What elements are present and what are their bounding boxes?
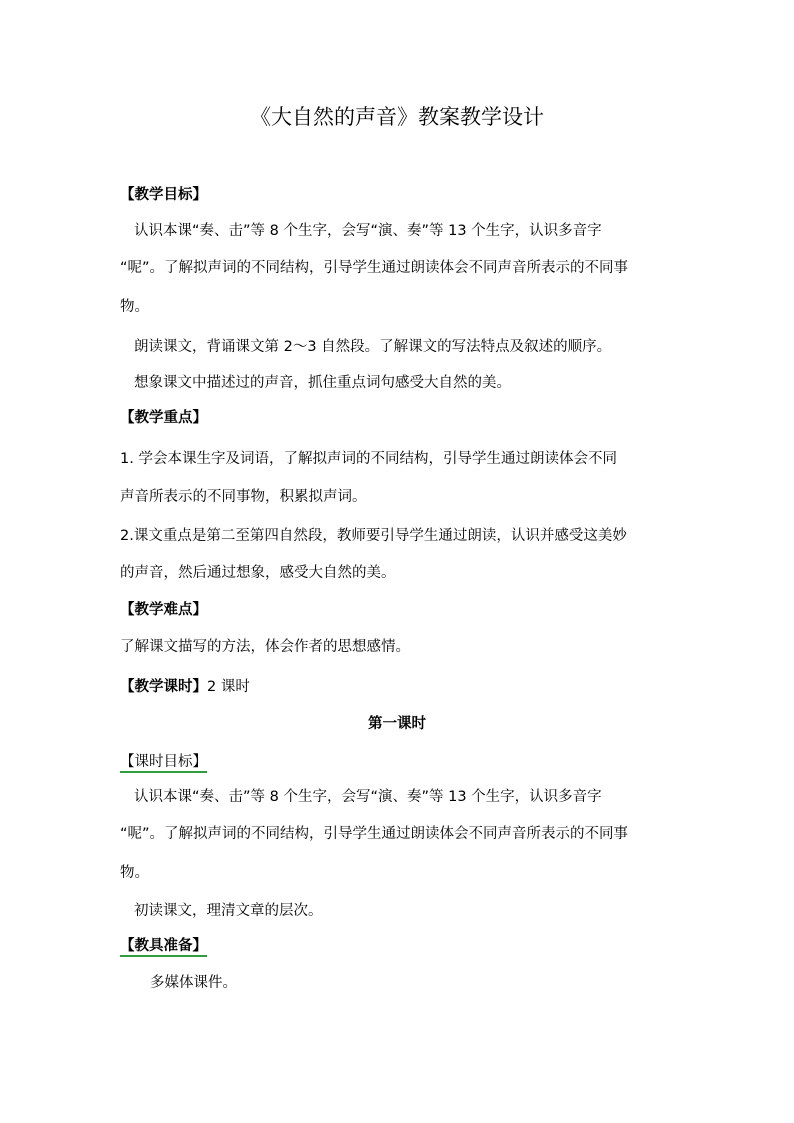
paragraph-line: 的声音，然后通过想象，感受大自然的美。	[120, 565, 396, 581]
lesson-title: 第一课时	[368, 716, 426, 732]
paragraph-line: 想象课文中描述过的声音，抓住重点词句感受大自然的美。	[134, 375, 511, 391]
section-heading-materials-row	[120, 936, 680, 956]
paragraph-line: 物。	[120, 865, 149, 881]
paragraph-line: 了解课文描写的方法，体会作者的思想感情。	[120, 639, 410, 655]
section-heading-materials: 【教具准备】	[120, 938, 207, 954]
paragraph-line: 初读课文，理清文章的层次。	[134, 903, 323, 919]
paragraph-line: 2.课文重点是第二至第四自然段，教师要引导学生通过朗读，认识并感受这美妙	[120, 528, 627, 544]
paragraph-line: “呢”。了解拟声词的不同结构，引导学生通过朗读体会不同声音所表示的不同事	[120, 826, 629, 842]
paragraph-line: 多媒体课件。	[150, 975, 237, 991]
paragraph-line: 声音所表示的不同事物，积累拟声词。	[120, 489, 367, 505]
section-heading-difficulties: 【教学难点】	[120, 602, 207, 618]
paragraph-line: 物。	[120, 299, 149, 315]
class-hours-row	[120, 677, 680, 697]
section-heading-objectives: 【教学目标】	[120, 187, 207, 203]
section-heading-lesson-objectives: 【课时目标】	[120, 754, 207, 770]
section-heading-lesson-objectives-row	[120, 752, 680, 772]
document-title: 《大自然的声音》教案教学设计	[250, 105, 544, 129]
section-heading-key-points: 【教学重点】	[120, 410, 207, 426]
paragraph-line: “呢”。了解拟声词的不同结构，引导学生通过朗读体会不同声音所表示的不同事	[120, 260, 629, 276]
paragraph-line: 1. 学会本课生字及词语，了解拟声词的不同结构，引导学生通过朗读体会不同	[120, 451, 617, 467]
class-hours-value: 2 课时	[207, 679, 250, 695]
paragraph-line: 认识本课“奏、击”等 8 个生字，会写“演、奏”等 13 个生字，认识多音字	[134, 789, 602, 805]
paragraph-line: 认识本课“奏、击”等 8 个生字，会写“演、奏”等 13 个生字，认识多音字	[134, 223, 602, 239]
section-heading-class-hours: 【教学课时】	[120, 679, 207, 695]
paragraph-line: 朗读课文，背诵课文第 2～3 自然段。了解课文的写法特点及叙述的顺序。	[134, 339, 612, 355]
